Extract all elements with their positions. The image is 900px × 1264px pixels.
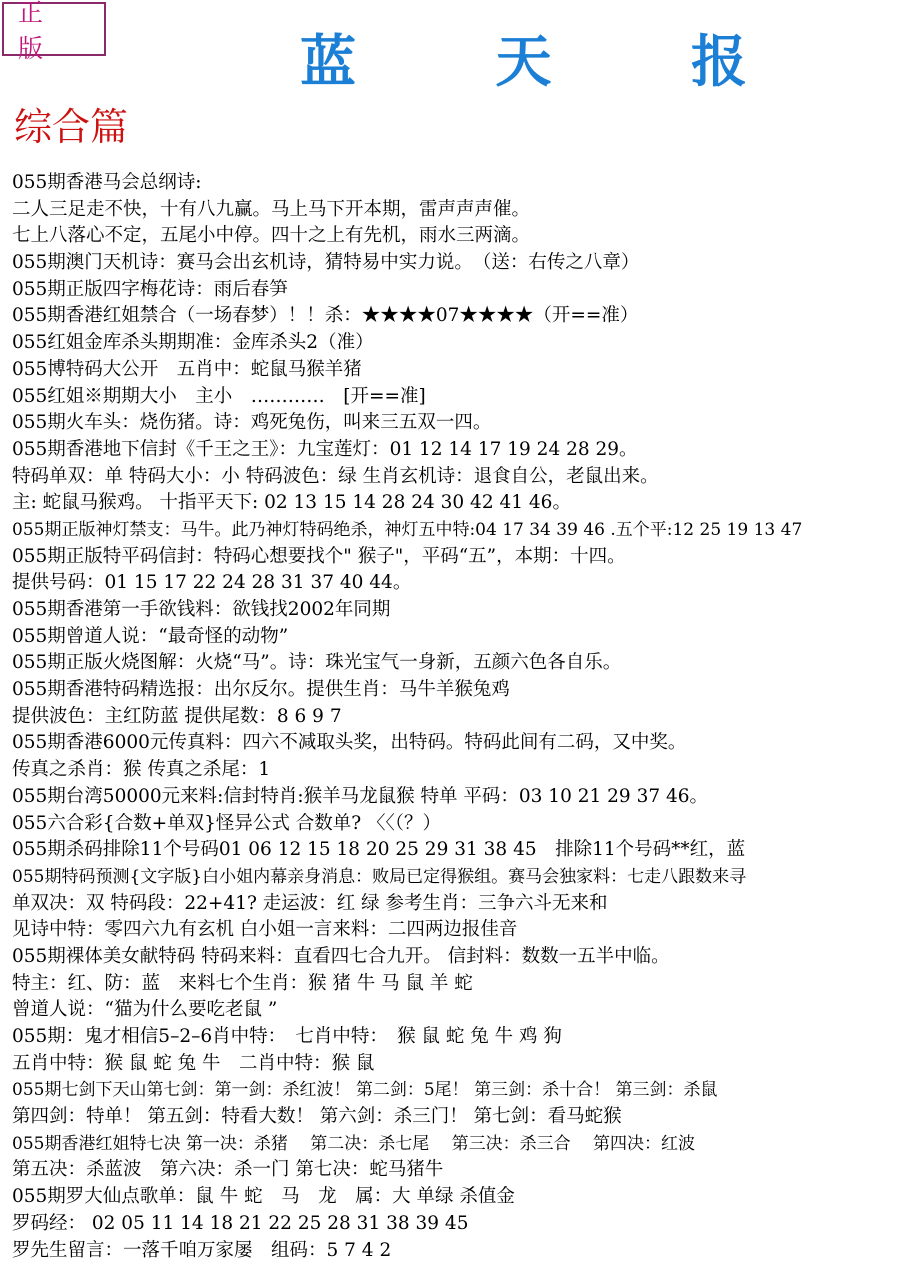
text-line: 七上八落心不定，五尾小中停。四十之上有先机，雨水三两滴。 xyxy=(12,223,900,250)
text-line: 二人三足走不快，十有八九赢。马上马下开本期，雷声声声催。 xyxy=(12,197,900,224)
text-line: 055期香港马会总纲诗: xyxy=(12,170,900,197)
text-line: 055期：鬼才相信5–2–6肖中特： 七肖中特： 猴 鼠 蛇 兔 牛 鸡 狗 xyxy=(12,1024,900,1051)
section-title: 综合篇 xyxy=(14,96,128,151)
text-line: 055期香港特码精选报：出尔反尔。提供生肖：马牛羊猴兔鸡 xyxy=(12,677,900,704)
text-line: 第五决：杀蓝波 第六决：杀一门 第七决：蛇马猪牛 xyxy=(12,1157,900,1184)
text-line: 第四剑：特单！ 第五剑：特看大数！ 第六剑：杀三门！ 第七剑：看马蛇猴 xyxy=(12,1104,900,1131)
text-line: 055期杀码排除11个号码01 06 12 15 18 20 25 29 31 38 45 排除11个号码**红，蓝 xyxy=(12,837,900,864)
text-line: 055期特码预测{文字版}白小姐内幕亲身消息：败局已定得猴组。赛马会独家料：七走八跟数来寻 xyxy=(12,864,900,891)
content-lines xyxy=(12,170,900,1264)
text-line: 罗先生留言：一落千咱万家屡 组码：5 7 4 2 xyxy=(12,1238,900,1264)
text-line: 055期澳门天机诗：赛马会出玄机诗，猜特易中实力说。 （送：右传之八章） xyxy=(12,250,900,277)
text-line: 055期火车头：烧伤猪。诗：鸡死兔伤，叫来三五双一四。 xyxy=(12,410,900,437)
text-line: 主: 蛇鼠马猴鸡。 十指平天下: 02 13 15 14 28 24 30 42 41 46。 xyxy=(12,490,900,517)
text-line: 特码单双：单 特码大小：小 特码波色：绿 生肖玄机诗：退食自公，老鼠出来。 xyxy=(12,464,900,491)
text-line: 曾道人说：“猫为什么要吃老鼠 ” xyxy=(12,997,900,1024)
text-line: 罗码经： 02 05 11 14 18 21 22 25 28 31 38 39 45 xyxy=(12,1211,900,1238)
text-line: 055期曾道人说：“最奇怪的动物” xyxy=(12,624,900,651)
text-line: 055期香港红姐特七决 第一决：杀猪 第二决：杀七尾 第三决：杀三合 第四决：红波 xyxy=(12,1131,900,1158)
text-line: 传真之杀肖：猴 传真之杀尾：1 xyxy=(12,757,900,784)
text-line: 055六合彩{合数+单双}怪异公式 合数单? 〈〈（？） xyxy=(12,811,900,838)
text-line: 055期正版特平码信封：特码心想要找个" 猴子"，平码“五”，本期：十四。 xyxy=(12,544,900,571)
text-line: 055期台湾50000元来料:信封特肖:猴羊马龙鼠猴 特单 平码：03 10 21 29 37 46。 xyxy=(12,784,900,811)
text-line: 见诗中特：零四六九有玄机 白小姐一言来料：二四两边报佳音 xyxy=(12,917,900,944)
text-line: 五肖中特：猴 鼠 蛇 兔 牛 二肖中特：猴 鼠 xyxy=(12,1051,900,1078)
text-line: 055红姐※期期大小 主小 ………… [开==准] xyxy=(12,384,900,411)
text-line: 055红姐金库杀头期期准：金库杀头2（准） xyxy=(12,330,900,357)
text-line: 055期罗大仙点歌单：鼠 牛 蛇 马 龙 属：大 单绿 杀值金 xyxy=(12,1184,900,1211)
text-line: 055博特码大公开 五肖中：蛇鼠马猴羊猪 xyxy=(12,357,900,384)
text-line: 提供号码：01 15 17 22 24 28 31 37 40 44。 xyxy=(12,570,900,597)
text-line: 055期香港第一手欲钱料：欲钱找2002年同期 xyxy=(12,597,900,624)
text-line: 提供波色：主红防蓝 提供尾数：8 6 9 7 xyxy=(12,704,900,731)
text-line: 055期香港红姐禁合（一场春梦）！！杀：★★★★07★★★★（开==准） xyxy=(12,303,900,330)
edition-badge: 正 版 xyxy=(2,2,106,56)
text-line: 055期正版神灯禁支：马牛。此乃神灯特码绝杀，神灯五中特:04 17 34 39 46 .五个平:12 25 19 13 47 xyxy=(12,517,900,544)
text-line: 单双决：双 特码段：22+41? 走运波：红 绿 参考生肖：三争六斗无来和 xyxy=(12,891,900,918)
text-line: 055期正版火烧图解：火烧“马”。诗：珠光宝气一身新，五颜六色各自乐。 xyxy=(12,650,900,677)
text-line: 055期香港地下信封《千王之王》：九宝莲灯：01 12 14 17 19 24 28 29。 xyxy=(12,437,900,464)
text-line: 055期七剑下天山第七剑：第一剑：杀红波！ 第二剑：5尾！ 第三剑：杀十合！ 第三剑：杀鼠 xyxy=(12,1077,900,1104)
text-line: 055期正版四字梅花诗：雨后春笋 xyxy=(12,277,900,304)
text-line: 特主：红、防：蓝 来料七个生肖：猴 猪 牛 马 鼠 羊 蛇 xyxy=(12,971,900,998)
page-title: 蓝 天 报 xyxy=(300,18,807,98)
text-line: 055期裸体美女献特码 特码来料：直看四七合九开。 信封料：数数一五半中临。 xyxy=(12,944,900,971)
text-line: 055期香港6000元传真料：四六不减取头奖，出特码。特码此间有二码，又中奖。 xyxy=(12,730,900,757)
